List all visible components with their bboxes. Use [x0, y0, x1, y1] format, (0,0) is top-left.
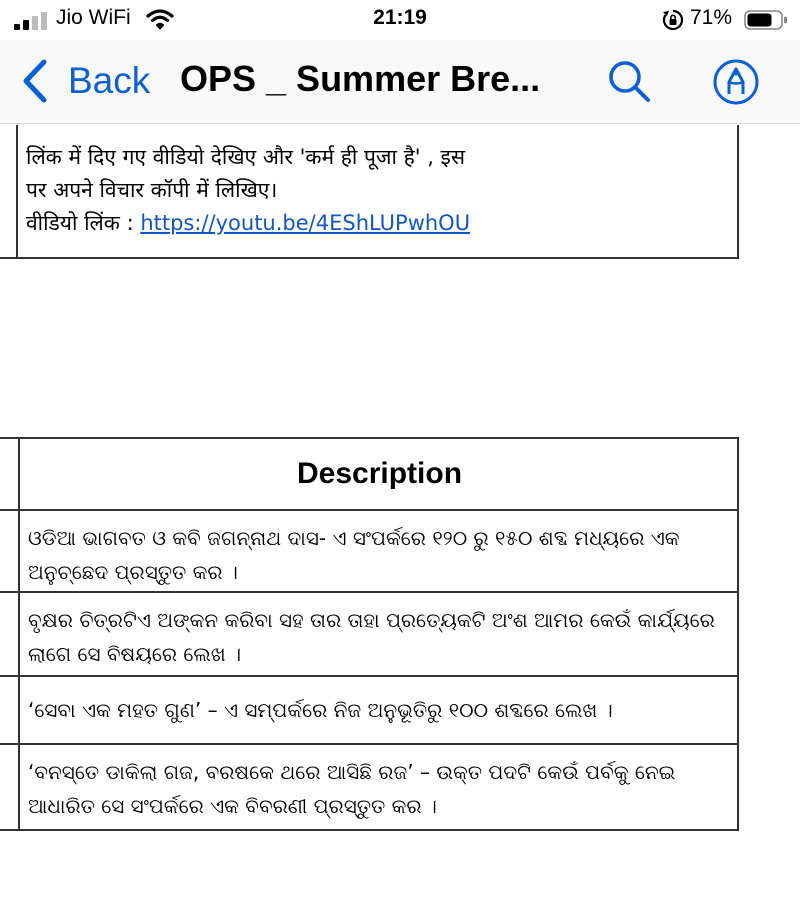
clock: 21:19 [373, 6, 427, 29]
chevron-left-icon [20, 58, 50, 104]
markup-pen-icon[interactable] [712, 58, 760, 106]
back-label: Back [68, 60, 151, 101]
table-row [0, 745, 739, 831]
navigation-bar [0, 40, 800, 124]
hindi-task-text [26, 141, 470, 240]
hindi-task-box [0, 125, 739, 259]
rotation-lock-icon [662, 9, 684, 31]
hindi-line-2: पर अपने विचार कॉपी में लिखिए। [26, 178, 278, 202]
table-divider [16, 125, 18, 257]
hindi-line-1: लिंक में दिए गए वीडियो देखिए और 'कर्म ही पूजा है' , इस [26, 145, 466, 169]
table-cell-4: ‘ବନସ୍ତେ ଡାକିଲା ଗଜ, ବରଷକେ ଥରେ ଆସିଛି ରଜ’ – ଉକ୍ତ ପଦଟି କେଉଁ ପର୍ବକୁ ନେଇ ଆଧାରିତ ସେ ସଂପର୍କରେ ଏକ ବିବରଣୀ ପ୍ରସ୍ତୁତ କର । [28, 760, 676, 818]
video-link[interactable]: https://youtu.be/4EShLUPwhOU [140, 211, 471, 235]
video-link-label: वीडियो लिंक : [26, 211, 141, 235]
search-icon[interactable] [606, 58, 652, 104]
battery-icon [744, 10, 788, 30]
video-link-line [26, 207, 470, 240]
battery-percent: 71% [690, 6, 733, 29]
status-bar [0, 0, 800, 40]
table-left-column [0, 593, 20, 675]
table-left-column [0, 511, 20, 591]
table-header-row [0, 439, 739, 511]
table-row [0, 677, 739, 745]
table-left-column [0, 745, 20, 829]
description-header: Description [296, 457, 463, 490]
table-cell-1: ଓଡିଆ ଭାଗବତ ଓ କବି ଜଗନ୍ନାଥ ଦାସ- ଏ ସଂପର୍କରେ ୧୨୦ ରୁ ୧୫୦ ଶବ୍ଦ ମଧ୍ୟରେ ଏକ ଅନୁଚ୍ଛେଦ ପ୍ରସ୍ତୁତ କର । [28, 526, 680, 584]
table-row [0, 511, 739, 593]
back-button[interactable] [20, 56, 150, 106]
table-cell-3: ‘ସେବା ଏକ ମହତ ଗୁଣ’ – ଏ ସମ୍ପର୍କରେ ନିଜ ଅନୁଭୂତିରୁ ୧୦୦ ଶବ୍ଦରେ ଲେଖ । [28, 698, 613, 722]
table-left-column [0, 677, 20, 743]
table-row [0, 593, 739, 677]
table-left-column [0, 439, 20, 509]
carrier-label: Jio WiFi [56, 6, 131, 29]
table-cell-2: ବୃକ୍ଷର ଚିତ୍ରଟିଏ ଅଙ୍କନ କରିବା ସହ ତାର ତାହା ପ୍ରତ୍ୟେକଟି ଅଂଶ ଆମର କେଉଁ କାର୍ଯ୍ୟରେ ଲାଗେ ସେ ବିଷୟରେ ଲେଖ । [28, 608, 715, 666]
description-table [0, 437, 739, 831]
document-title: OPS _ Summer Bre... [180, 58, 541, 99]
document-page[interactable] [0, 125, 800, 898]
